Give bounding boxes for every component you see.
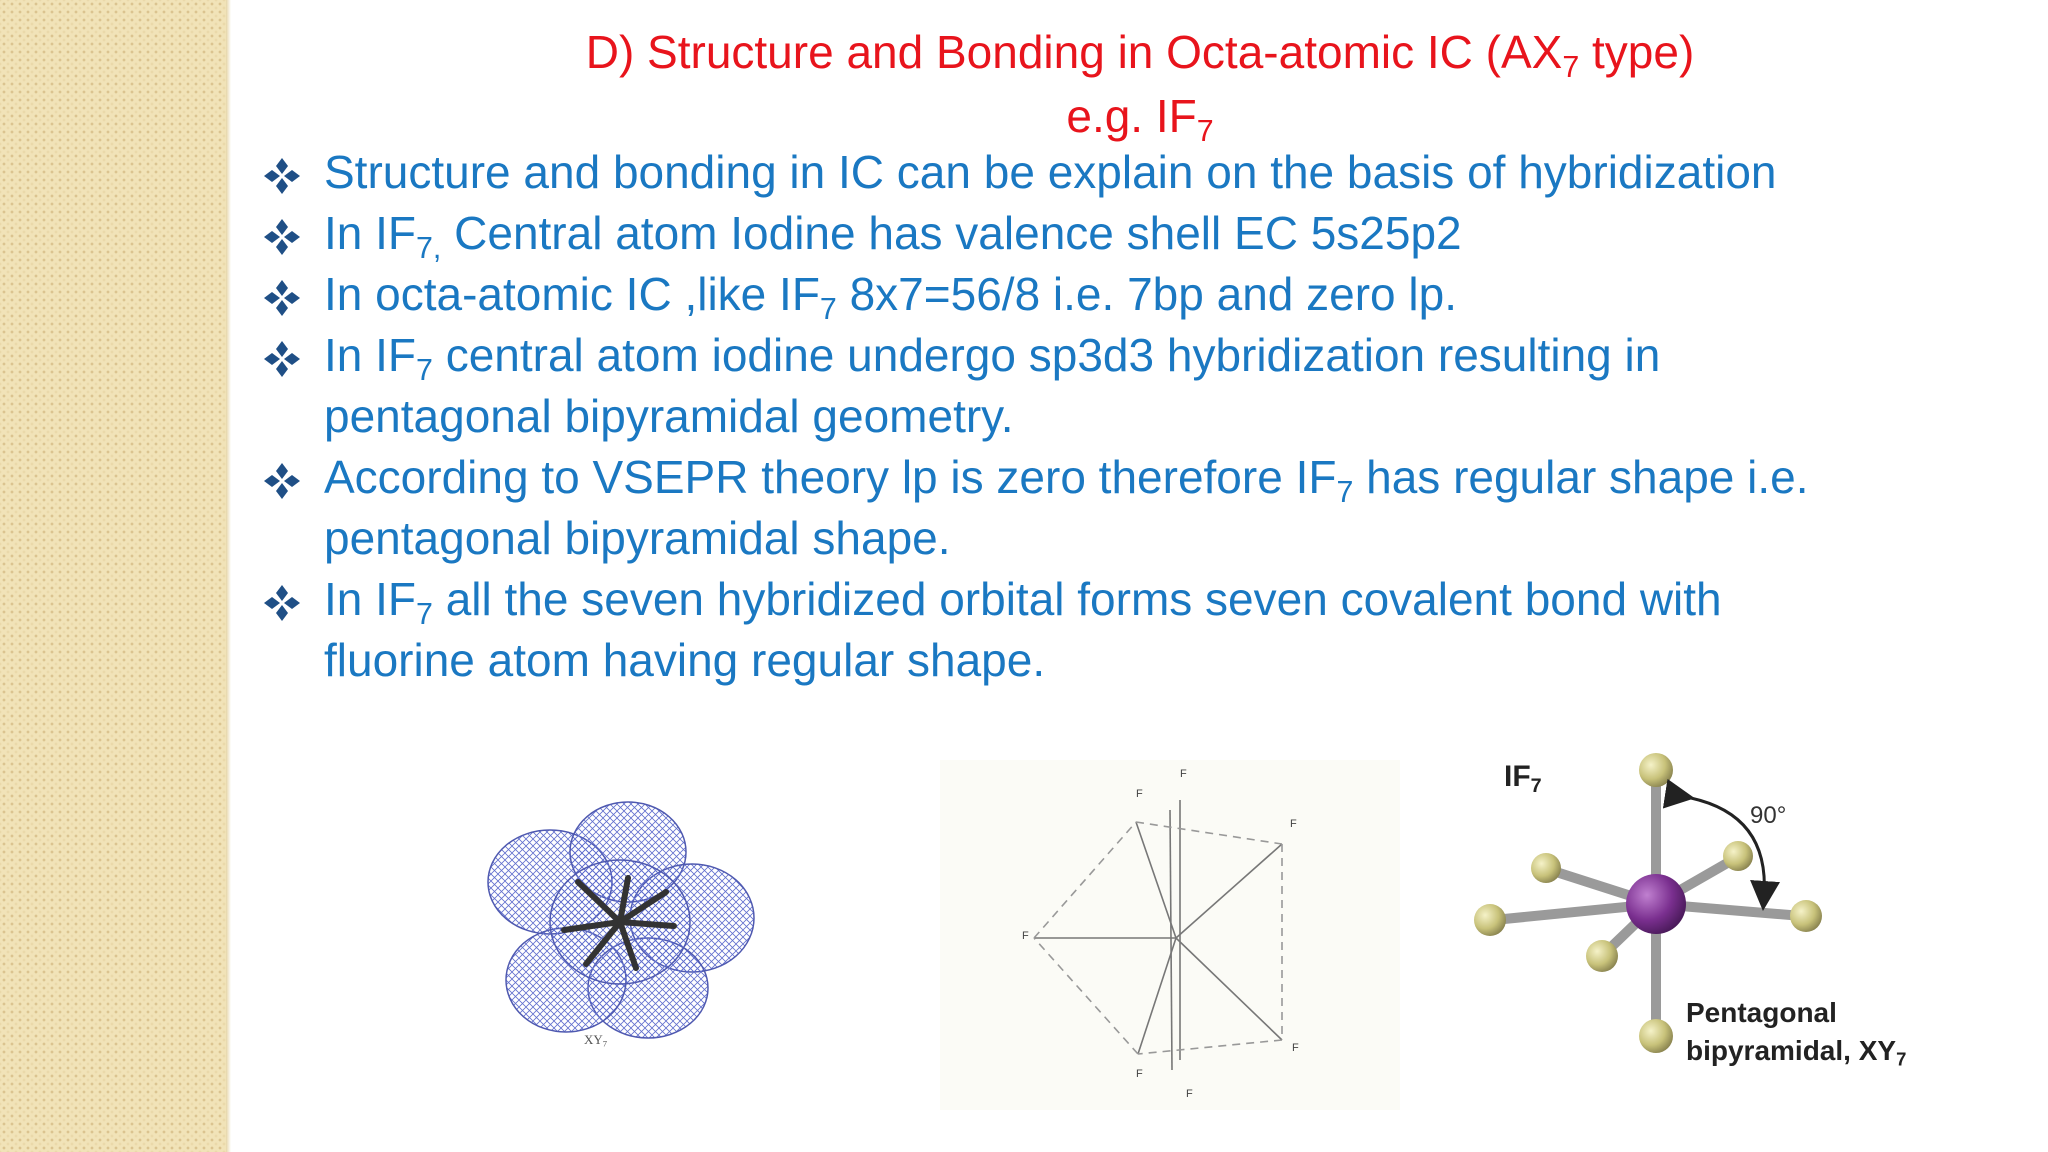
- orbital-lobes-figure: [470, 790, 770, 1070]
- diamond-bullet-icon: [262, 339, 302, 379]
- bullet-item: [262, 569, 2022, 691]
- fluorine-label: F: [1180, 768, 1187, 780]
- fluorine-label: F: [1136, 788, 1143, 800]
- diamond-bullet-icon: [262, 461, 302, 501]
- bullet-text: In octa-atomic IC ,like IF: [324, 268, 820, 320]
- slide-title-text: D) Structure and Bonding in Octa-atomic IC (AX: [585, 26, 1563, 78]
- if7-label: [1504, 760, 1542, 797]
- bullet-text-continued: fluorine atom having regular shape.: [324, 634, 1046, 686]
- bullet-item: [262, 264, 2022, 325]
- bullet-list: [262, 142, 2022, 691]
- decorative-side-strip: [0, 0, 226, 1152]
- bullet-text: Central atom Iodine has valence shell EC 5s25p2: [441, 207, 1462, 259]
- fluorine-label: F: [1022, 930, 1029, 942]
- bullet-text: central atom iodine undergo sp3d3 hybridization resulting in: [432, 329, 1661, 381]
- bullet-subscript: 7: [819, 293, 837, 327]
- bullet-text-continued: pentagonal bipyramidal shape.: [324, 512, 951, 564]
- bullet-item: [262, 142, 2022, 203]
- bullet-text: In IF: [324, 573, 417, 625]
- bipyramid-wireframe-figure: [940, 760, 1400, 1110]
- shape-caption-line1: Pentagonal: [1686, 997, 1837, 1028]
- slide-title: [240, 26, 2040, 85]
- bullet-subscript: 7: [1336, 476, 1354, 510]
- shape-caption-subscript: 7: [1896, 1048, 1907, 1070]
- diamond-bullet-icon: [262, 156, 302, 196]
- if7-label-subscript: 7: [1530, 774, 1542, 797]
- diamond-bullet-icon: [262, 217, 302, 257]
- bullet-subscript: 7: [416, 354, 433, 388]
- bullet-text: 8x7=56/8 i.e. 7bp and zero lp.: [836, 268, 1457, 320]
- bullet-item: [262, 325, 2022, 447]
- bullet-text-continued: pentagonal bipyramidal geometry.: [324, 390, 1014, 442]
- bullet-subscript: 7: [416, 598, 433, 632]
- shape-caption-line2: bipyramidal, XY: [1686, 1035, 1897, 1066]
- if7-label-text: IF: [1504, 760, 1531, 793]
- diamond-bullet-icon: [262, 583, 302, 623]
- bullet-text: Structure and bonding in IC can be explain on the basis of hybridization: [324, 146, 1777, 198]
- xy7-label-text: XY: [584, 1032, 603, 1047]
- fluorine-label: F: [1292, 1042, 1299, 1054]
- slide-subtitle-subscript: 7: [1196, 115, 1214, 149]
- bullet-text: all the seven hybridized orbital forms seven covalent bond with: [432, 573, 1722, 625]
- shape-caption: [1686, 994, 1906, 1070]
- bullet-text: In IF: [324, 207, 417, 259]
- slide-title-subscript: 7: [1562, 51, 1580, 85]
- bullet-item: [262, 447, 2022, 569]
- xy7-label-subscript: 7: [602, 1038, 608, 1049]
- bullet-item: [262, 203, 2022, 264]
- slide-subtitle-text: e.g. IF: [1066, 90, 1197, 142]
- bond-angle-label: 90°: [1750, 802, 1787, 829]
- diamond-bullet-icon: [262, 278, 302, 318]
- bullet-text: In IF: [324, 329, 417, 381]
- fluorine-label: F: [1186, 1088, 1193, 1100]
- slide-title-end: type): [1579, 26, 1695, 78]
- bullet-text: has regular shape i.e.: [1353, 451, 1809, 503]
- bullet-subscript: 7,: [416, 232, 442, 266]
- fluorine-label: F: [1136, 1068, 1143, 1080]
- side-strip-edge: [226, 0, 231, 1152]
- xy7-label: [584, 1032, 607, 1048]
- slide-subtitle: [240, 90, 2040, 149]
- fluorine-label: F: [1290, 818, 1297, 830]
- bullet-text: According to VSEPR theory lp is zero therefore IF: [324, 451, 1337, 503]
